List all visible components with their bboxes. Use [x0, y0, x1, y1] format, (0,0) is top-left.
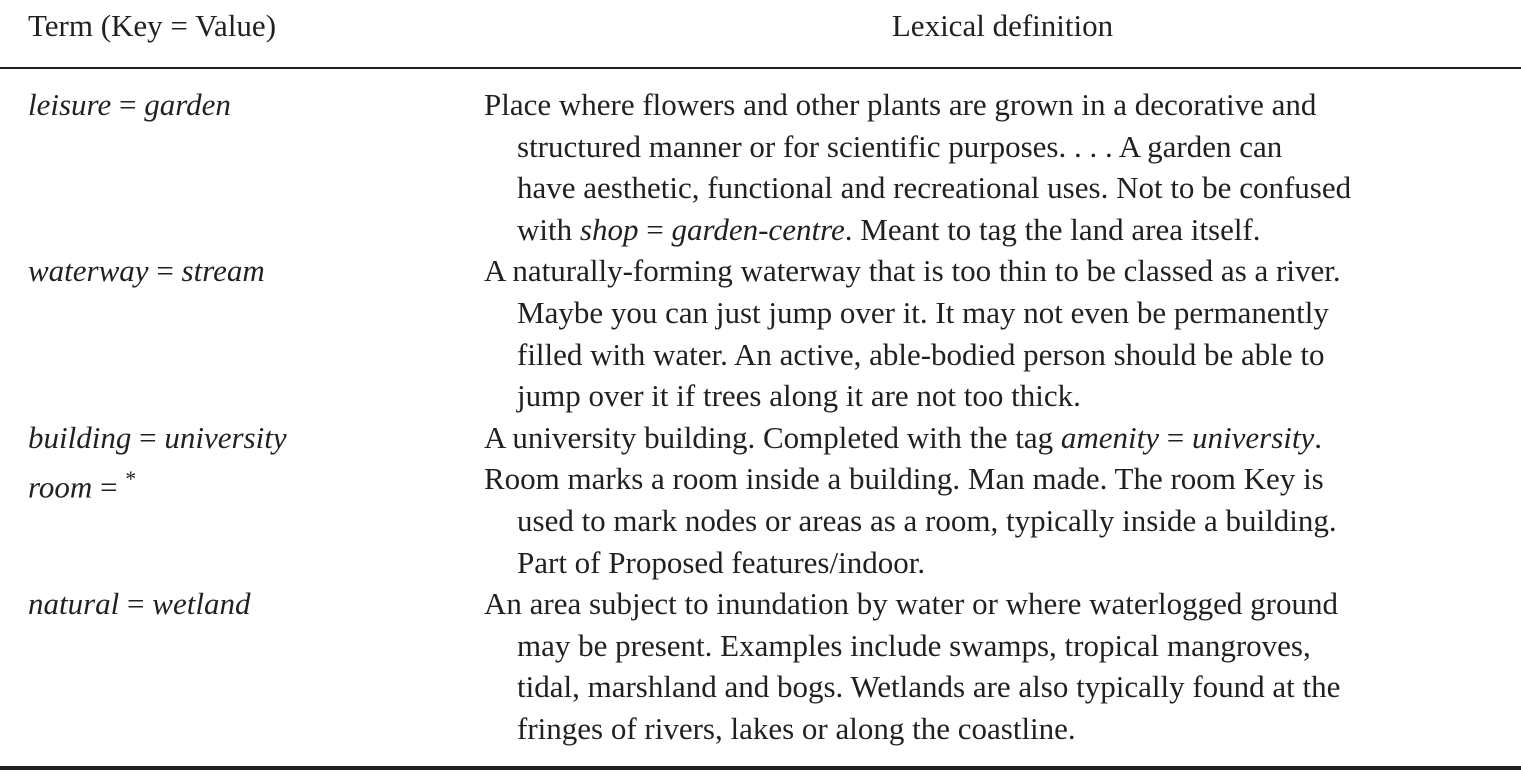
definition-line — [484, 458, 1521, 500]
definition-line — [484, 708, 1521, 750]
term-cell — [28, 458, 136, 508]
term-cell — [28, 84, 231, 126]
definition-text: garden-centre — [671, 211, 845, 247]
term-equals: = — [92, 469, 126, 505]
definition-text: with — [517, 211, 580, 247]
header-definition: Lexical definition — [891, 8, 1114, 43]
definition-text: jump over it if trees along it are not too thick. — [517, 378, 1081, 414]
definition-text: . — [1314, 419, 1323, 455]
definition-cell — [484, 250, 1521, 416]
table-body — [0, 84, 1521, 750]
definition-text: . Meant to tag the land area itself. — [844, 211, 1261, 247]
term-equals: = — [148, 253, 182, 289]
definition-line — [484, 126, 1521, 168]
definition-text: Maybe you can just jump over it. It may not even be permanently — [517, 294, 1329, 330]
table-row — [0, 458, 1521, 583]
definition-text: structured manner or for scientific purposes. . . . A garden can — [517, 128, 1283, 164]
definition-text: Part of Proposed features/indoor. — [517, 544, 926, 580]
definition-cell — [484, 84, 1521, 250]
definition-line — [484, 292, 1521, 334]
definition-text: may be present. Examples include swamps, tropical mangroves, — [517, 627, 1311, 663]
term-cell — [28, 583, 250, 625]
term-key: building — [28, 419, 132, 455]
definition-text: A naturally-forming waterway that is too thin to be classed as a river. — [484, 253, 1341, 289]
table-row — [0, 84, 1521, 250]
header-term: Term (Key = Value) — [28, 8, 277, 43]
definition-text: Place where flowers and other plants are grown in a decorative and — [484, 87, 1317, 122]
definition-text: used to mark nodes or areas as a room, typically inside a building. — [517, 502, 1337, 538]
term-equals: = — [119, 586, 153, 622]
definition-line — [484, 250, 1521, 292]
definition-line — [484, 666, 1521, 708]
table-row — [0, 250, 1521, 416]
definition-text: amenity — [1060, 419, 1160, 455]
definition-line — [484, 84, 1521, 126]
definition-text: fringes of rivers, lakes or along the coastline. — [517, 710, 1076, 746]
bottom-rule — [0, 766, 1521, 770]
definition-cell — [484, 417, 1521, 459]
definition-text: = — [1159, 419, 1193, 455]
term-value: wetland — [152, 586, 251, 622]
term-key: waterway — [28, 253, 149, 289]
definition-line — [484, 417, 1521, 459]
definition-text: An area subject to inundation by water or where waterlogged ground — [484, 586, 1338, 622]
definition-cell — [484, 583, 1521, 749]
definition-text: A university building. Completed with the tag — [484, 419, 1061, 455]
term-cell — [28, 417, 287, 459]
definition-line — [484, 625, 1521, 667]
term-value: stream — [181, 253, 265, 289]
term-value: university — [164, 419, 287, 455]
definition-line — [484, 542, 1521, 584]
definition-line — [484, 167, 1521, 209]
term-equals: = — [131, 419, 165, 455]
definition-cell — [484, 458, 1521, 583]
table-row — [0, 583, 1521, 749]
term-equals: = — [111, 87, 145, 122]
definition-text: shop — [579, 211, 639, 247]
definition-text: university — [1192, 419, 1315, 455]
term-key: room — [28, 469, 93, 505]
definition-line — [484, 209, 1521, 251]
term-cell — [28, 250, 265, 292]
definition-text: tidal, marshland and bogs. Wetlands are also typically found at the — [517, 669, 1341, 705]
definition-line — [484, 583, 1521, 625]
term-key: natural — [28, 586, 120, 622]
definition-line — [484, 500, 1521, 542]
term-key: leisure — [28, 87, 112, 122]
header-rule — [0, 67, 1521, 69]
definition-text: = — [638, 211, 672, 247]
definition-text: filled with water. An active, able-bodied person should be able to — [517, 336, 1325, 372]
definition-line — [484, 334, 1521, 376]
table-row — [0, 417, 1521, 459]
term-value: * — [125, 466, 137, 492]
definition-line — [484, 375, 1521, 417]
term-value: garden — [144, 87, 231, 122]
definition-text: have aesthetic, functional and recreational uses. Not to be confused — [517, 170, 1352, 206]
definition-text: Room marks a room inside a building. Man made. The room Key is — [484, 461, 1324, 497]
